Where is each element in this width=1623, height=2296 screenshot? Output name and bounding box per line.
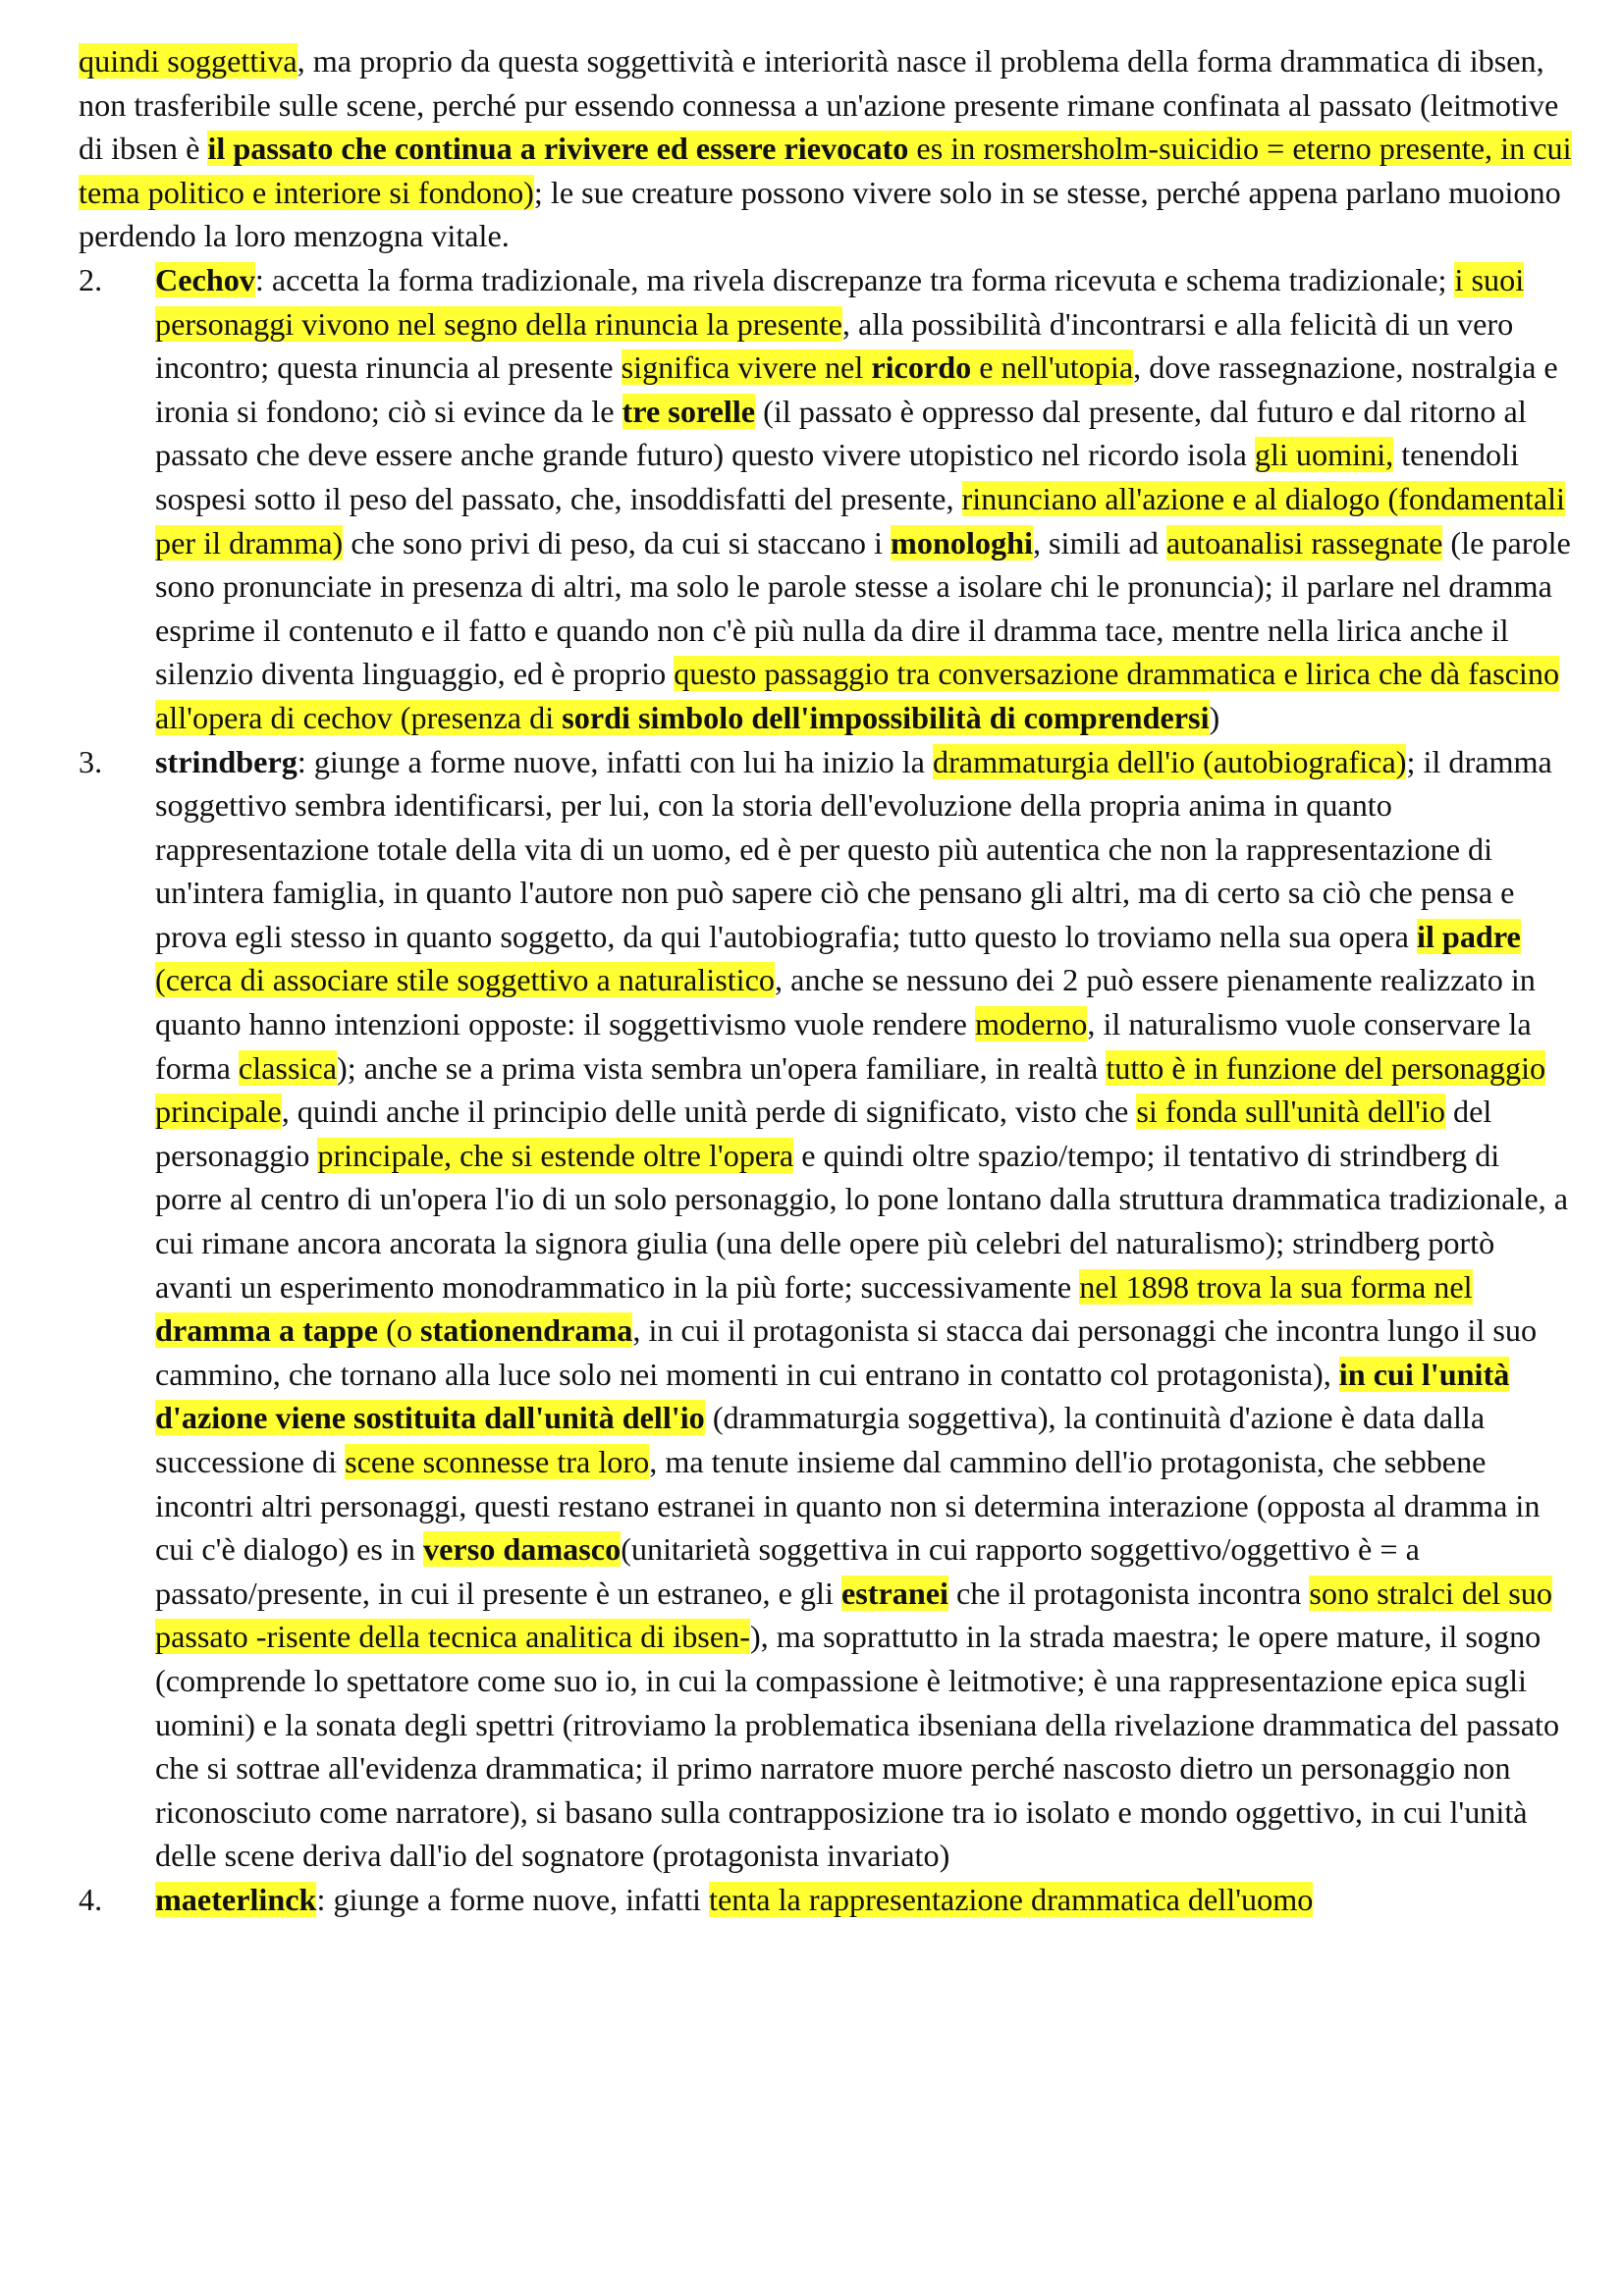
highlighted-text: il padre <box>1417 918 1521 954</box>
text-run: , il naturalismo vuole conservare la forma <box>155 1006 1532 1086</box>
highlighted-text: autoanalisi rassegnate <box>1165 524 1443 561</box>
highlighted-text: maeterlinck <box>155 1881 317 1917</box>
highlighted-text: estranei <box>840 1575 948 1611</box>
list-item <box>79 1878 1572 1922</box>
paragraph <box>79 39 1572 258</box>
list-item-number: 2. <box>79 261 103 297</box>
highlighted-text: monologhi <box>891 524 1033 561</box>
highlighted-text: i suoi personaggi vivono nel segno della rinuncia la presente <box>155 261 1525 342</box>
text-run: , quindi anche il principio delle unità perde di significato, visto che <box>281 1094 1137 1130</box>
text-run: ), ma soprattutto in la strada maestra; le opere mature, il sogno (comprende lo spettatore come suo io, in cui la compassione è leitmotive; è una rappresentazione epica sugli uomini) e la sonata degli spettri (ritroviamo la problematica ibseniana della rivelazione drammatica del passato che si sottrae all'evidenza drammatica; il primo narratore muore perché nascosto dietro un personaggio non riconosciuto come narratore), si basano sulla contrapposizione tra io isolato e mondo oggettivo, in cui l'unità delle scene deriva dall'io del sognatore (protagonista invariato) <box>155 1619 1560 1874</box>
text-run: (drammaturgia soggettiva), la continuità d'azione è data dalla successione di <box>155 1400 1486 1479</box>
highlighted-text: dramma a tappe <box>155 1312 379 1349</box>
highlighted-text: moderno <box>974 1006 1088 1042</box>
highlighted-text: verso damasco <box>423 1531 622 1568</box>
text-run: , in cui il protagonista si stacca dai personaggi che incontra lungo il suo cammino, che tornano alla luce solo nei momenti in cui entrano in contatto col protagonista), <box>155 1312 1538 1392</box>
highlighted-text: tre sorelle <box>622 393 756 429</box>
list-item <box>79 740 1572 1878</box>
text-run: : accetta la forma tradizionale, ma rivela discrepanze tra forma ricevuta e schema tradizionale; <box>254 261 1455 297</box>
highlighted-text: il passato che continua a rivivere ed essere rievocato <box>207 131 909 167</box>
highlighted-text: principale, che si estende oltre l'opera <box>317 1137 794 1173</box>
highlighted-text: nel 1898 trova la sua forma nel <box>1079 1268 1473 1305</box>
text-run: : giunge a forme nuove, infatti <box>316 1881 710 1917</box>
text-run: , simili ad <box>1032 524 1166 561</box>
list-item <box>79 258 1572 740</box>
text-run: ; le sue creature possono vivere solo in se stesse, perché appena parlano muoiono perdendo la loro menzogna vitale. <box>79 174 1561 254</box>
list-item-text <box>155 740 1572 1878</box>
list-item-number: 3. <box>79 743 103 779</box>
list-item-text <box>155 258 1572 740</box>
highlighted-text: sono stralci del suo passato -risente della tecnica analitica di ibsen- <box>155 1575 1552 1655</box>
text-run: (le parole sono pronunciate in presenza di altri, ma solo le parole stesse a isolare chi le pronuncia); il parlare nel dramma esprime il contenuto e il fatto e quando non c'è più nulla da dire il dramma tace, mentre nella lirica anche il silenzio diventa linguaggio, ed è proprio <box>155 524 1571 692</box>
text-run: e quindi oltre spazio/tempo; il tentativo di strindberg di porre al centro di un'opera l'io di un solo personaggio, lo pone lontano dalla struttura drammatica tradizionale, a cui rimane ancora ancorata la signora giulia (una delle opere più celebri del naturalismo); strindberg portò avanti un esperimento monodrammatico in la più forte; successivamente <box>155 1137 1569 1305</box>
highlighted-text: si fonda sull'unità dell'io <box>1136 1094 1445 1130</box>
text-run: , ma proprio da questa soggettività e interiorità nasce il problema della forma drammatica di ibsen, non trasferibile sulle scene, perché pur essendo connessa a un'azione presente rimane confinata al passato (leitmotive di ibsen è <box>79 43 1559 167</box>
text-run: (il passato è oppresso dal presente, dal futuro e dal ritorno al passato che deve essere anche grande futuro) questo vivere utopistico nel ricordo isola <box>155 393 1527 473</box>
highlighted-text: in cui l'unità d'azione viene sostituita dall'unità dell'io <box>155 1356 1510 1436</box>
list-item-text <box>155 1878 1572 1922</box>
highlighted-text: quindi soggettiva <box>79 43 298 79</box>
text-run: del personaggio <box>155 1094 1492 1173</box>
highlighted-text: classica <box>238 1049 337 1086</box>
text-run: (unitarietà soggettiva in cui rapporto soggettivo/oggettivo è = a passato/presente, in cui il presente è un estraneo, e gli <box>155 1531 1420 1611</box>
text-run: ; il dramma soggettivo sembra identificarsi, per lui, con la storia dell'evoluzione della propria anima in quanto rappresentazione totale della vita di un uomo, ed è per questo più autentica che non la rappresentazione di un'intera famiglia, in quanto l'autore non può sapere ciò che pensano gli altri, ma di certo sa ciò che pensa e prova egli stesso in quanto soggetto, da qui l'autobiografia; tutto questo lo troviamo nella sua opera <box>155 743 1552 954</box>
highlighted-text: tutto è in funzione del personaggio principale <box>155 1049 1546 1130</box>
text-run: , ma tenute insieme dal cammino dell'io protagonista, che sebbene incontri altri personaggi, questi restano estranei in quanto non si determina interazione (opposta al dramma in cui c'è dialogo) es in <box>155 1444 1541 1568</box>
text-run: ); anche se a prima vista sembra un'opera familiare, in realtà <box>337 1049 1107 1086</box>
text-run: , dove rassegnazione, nostralgia e ironia si fondono; ciò si evince da le <box>155 349 1558 429</box>
text-run: strindberg <box>155 743 298 779</box>
highlighted-text: significa vivere nel <box>621 349 872 386</box>
highlighted-text: e nell'utopia <box>971 349 1134 386</box>
highlighted-text: rinunciano all'azione e al dialogo (fondamentali per il dramma) <box>155 480 1565 561</box>
text-run: che il protagonista incontra <box>948 1575 1310 1611</box>
highlighted-text: drammaturgia dell'io (autobiografica) <box>933 743 1407 779</box>
highlighted-text: stationendrama <box>420 1312 633 1349</box>
highlighted-text: tenta la rappresentazione drammatica dell'uomo <box>709 1881 1314 1917</box>
list-item-number: 4. <box>79 1881 103 1917</box>
highlighted-text: sordi simbolo dell'impossibilità di comprendersi <box>562 699 1210 735</box>
highlighted-text: ricordo <box>871 349 972 386</box>
highlighted-text: scene sconnesse tra loro <box>345 1444 650 1479</box>
text-run: che sono privi di peso, da cui si staccano i <box>343 524 892 561</box>
highlighted-text: questo passaggio tra conversazione drammatica e lirica che dà fascino all'opera di cechov (presenza di <box>155 656 1560 735</box>
text-run: , anche se nessuno dei 2 può essere pienamente realizzato in quanto hanno intenzioni opposte: il soggettivismo vuole rendere <box>155 962 1536 1042</box>
document-text <box>79 39 1572 1922</box>
highlighted-text: gli uomini, <box>1254 437 1394 473</box>
text-run: tenendoli sospesi sotto il peso del passato, che, insoddisfatti del presente, <box>155 437 1520 516</box>
highlighted-text: Cechov <box>155 261 255 297</box>
text-run: , alla possibilità d'incontrarsi e alla felicità di un vero incontro; questa rinuncia al presente <box>155 305 1514 386</box>
text-run: ) <box>1209 699 1220 735</box>
text-run: : giunge a forme nuove, infatti con lui ha inizio la <box>297 743 933 779</box>
highlighted-text: (o <box>378 1312 420 1349</box>
highlighted-text: (cerca di associare stile soggettivo a naturalistico <box>155 962 775 998</box>
highlighted-text: es in rosmersholm-suicidio = eterno presente, in cui tema politico e interiore si fondono) <box>79 131 1572 210</box>
